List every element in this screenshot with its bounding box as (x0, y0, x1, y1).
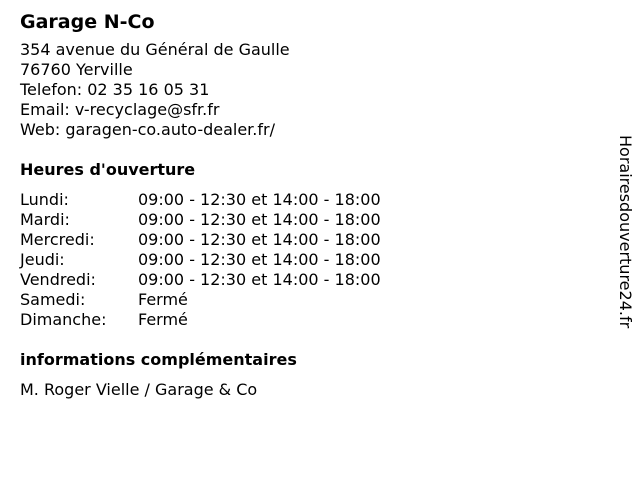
info-text: M. Roger Vielle / Garage & Co (20, 380, 258, 399)
hours-row-samedi (20, 290, 600, 310)
email-address: Email: v-recyclage@sfr.fr (20, 100, 220, 119)
business-name: Garage N-Co (20, 11, 155, 33)
hours-row-dimanche (20, 310, 600, 330)
day-label: Jeudi: (20, 250, 65, 269)
hours-row-lundi (20, 190, 600, 210)
city-address: 76760 Yerville (20, 60, 133, 79)
day-label: Mercredi: (20, 230, 95, 249)
phone-number: Telefon: 02 35 16 05 31 (20, 80, 210, 99)
day-hours: 09:00 - 12:30 et 14:00 - 18:00 (138, 210, 381, 229)
day-hours: 09:00 - 12:30 et 14:00 - 18:00 (138, 190, 381, 209)
day-label: Vendredi: (20, 270, 96, 289)
hours-row-vendredi (20, 270, 600, 290)
contact-block (20, 40, 600, 140)
hours-row-mardi (20, 210, 600, 230)
site-watermark: Horairesdouverture24.fr (616, 135, 635, 329)
day-hours: 09:00 - 12:30 et 14:00 - 18:00 (138, 230, 381, 249)
street-address: 354 avenue du Général de Gaulle (20, 40, 290, 59)
business-card (20, 8, 600, 400)
day-hours: Fermé (138, 290, 188, 309)
day-label: Mardi: (20, 210, 70, 229)
hours-row-jeudi (20, 250, 600, 270)
day-hours: 09:00 - 12:30 et 14:00 - 18:00 (138, 270, 381, 289)
day-label: Lundi: (20, 190, 69, 209)
day-hours: 09:00 - 12:30 et 14:00 - 18:00 (138, 250, 381, 269)
info-heading: informations complémentaires (20, 350, 297, 369)
day-label: Samedi: (20, 290, 86, 309)
hours-heading: Heures d'ouverture (20, 160, 196, 179)
hours-table (20, 190, 600, 330)
website-address: Web: garagen-co.auto-dealer.fr/ (20, 120, 275, 139)
day-hours: Fermé (138, 310, 188, 329)
hours-row-mercredi (20, 230, 600, 250)
day-label: Dimanche: (20, 310, 107, 329)
